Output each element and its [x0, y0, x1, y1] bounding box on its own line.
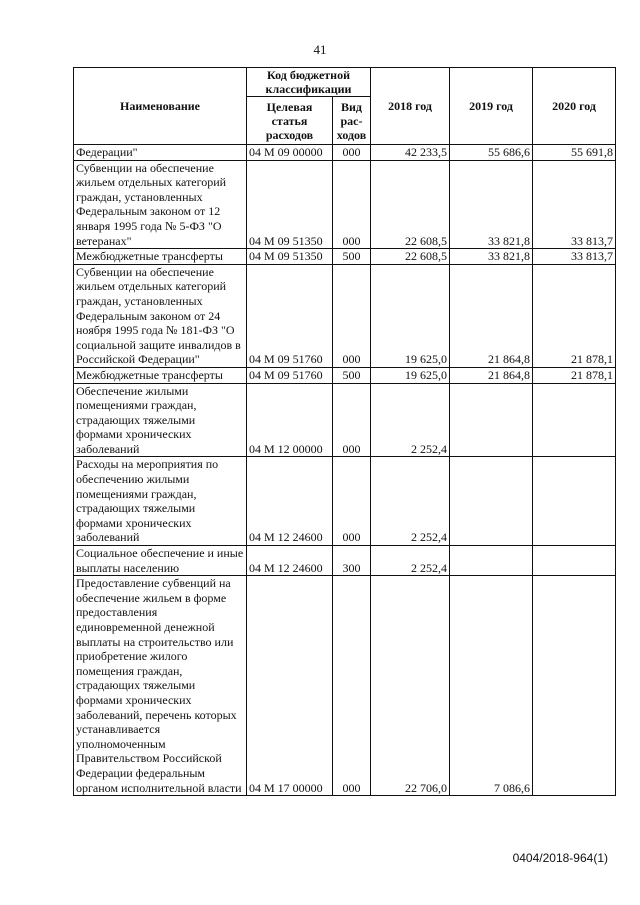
row-name: Федерации" [74, 145, 247, 161]
row-expense-type: 000 [333, 383, 371, 457]
table-row [74, 576, 616, 796]
row-2018: 2 252,4 [371, 457, 450, 546]
table-row [74, 457, 616, 546]
row-target-code: 04 М 09 00000 [247, 145, 333, 161]
row-target-code: 04 М 12 00000 [247, 383, 333, 457]
row-target-code: 04 М 12 24600 [247, 457, 333, 546]
header-target-article: Целевая статья расходов [247, 97, 333, 145]
row-2020 [533, 457, 616, 546]
row-name: Субвенции на обеспечение жильем отдельных категорий граждан, установленных Федеральным законом от 24 ноября 1995 года № 181-ФЗ "О социальной защите инвалидов в Российской Федерации" [74, 264, 247, 367]
row-2018: 42 233,5 [371, 145, 450, 161]
document-code: 0404/2018-964(1) [512, 851, 608, 865]
page-number: 41 [313, 42, 327, 57]
row-target-code: 04 М 12 24600 [247, 546, 333, 576]
row-name: Социальное обеспечение и иные выплаты населению [74, 546, 247, 576]
row-name: Межбюджетные трансферты [74, 367, 247, 383]
row-target-code: 04 М 09 51760 [247, 264, 333, 367]
row-2019 [450, 383, 533, 457]
row-2020 [533, 546, 616, 576]
row-2018: 2 252,4 [371, 383, 450, 457]
row-2018: 19 625,0 [371, 264, 450, 367]
row-target-code: 04 М 09 51350 [247, 160, 333, 249]
row-2019: 33 821,8 [450, 249, 533, 265]
row-expense-type: 500 [333, 249, 371, 265]
table-row [74, 367, 616, 383]
row-name: Субвенции на обеспечение жильем отдельных категорий граждан, установленных Федеральным законом от 12 января 1995 года № 5-ФЗ "О ветеранах" [74, 160, 247, 249]
row-expense-type: 000 [333, 457, 371, 546]
table-row [74, 546, 616, 576]
row-2020: 21 878,1 [533, 367, 616, 383]
row-2019: 21 864,8 [450, 367, 533, 383]
row-2019: 7 086,6 [450, 576, 533, 796]
table-row [74, 249, 616, 265]
row-2019 [450, 457, 533, 546]
row-2020 [533, 383, 616, 457]
row-2018: 22 706,0 [371, 576, 450, 796]
row-expense-type: 500 [333, 367, 371, 383]
row-name: Обеспечение жилыми помещениями граждан, страдающих тяжелыми формами хронических заболеваний [74, 383, 247, 457]
row-name: Расходы на мероприятия по обеспечению жилыми помещениями граждан, страдающих тяжелыми формами хронических заболеваний [74, 457, 247, 546]
row-2019: 33 821,8 [450, 160, 533, 249]
row-2020: 33 813,7 [533, 160, 616, 249]
row-2020 [533, 576, 616, 796]
row-name: Межбюджетные трансферты [74, 249, 247, 265]
budget-table [73, 67, 616, 796]
row-expense-type: 000 [333, 145, 371, 161]
row-2019: 21 864,8 [450, 264, 533, 367]
row-2020: 33 813,7 [533, 249, 616, 265]
header-expense-type: Вид рас-ходов [333, 97, 371, 145]
row-expense-type: 000 [333, 160, 371, 249]
row-target-code: 04 М 17 00000 [247, 576, 333, 796]
table-row [74, 160, 616, 249]
row-2020: 55 691,8 [533, 145, 616, 161]
row-2018: 2 252,4 [371, 546, 450, 576]
row-target-code: 04 М 09 51350 [247, 249, 333, 265]
row-name: Предоставление субвенций на обеспечение жильем в форме предоставления единовременной денежной выплаты на строительство или приобретение жилого помещения граждан, страдающих тяжелыми формами хронических заболеваний, перечень которых устанавливается уполномоченным Правительством Российской Федерации федеральным органом исполнительной власти [74, 576, 247, 796]
header-2018: 2018 год [371, 68, 450, 145]
row-2018: 19 625,0 [371, 367, 450, 383]
row-2019: 55 686,6 [450, 145, 533, 161]
header-2019: 2019 год [450, 68, 533, 145]
header-code-group: Код бюджетной классификации [247, 68, 371, 97]
table-row [74, 383, 616, 457]
row-expense-type: 000 [333, 576, 371, 796]
header-name: Наименование [74, 68, 247, 145]
header-2020: 2020 год [533, 68, 616, 145]
row-expense-type: 300 [333, 546, 371, 576]
row-2019 [450, 546, 533, 576]
row-2020: 21 878,1 [533, 264, 616, 367]
row-2018: 22 608,5 [371, 249, 450, 265]
row-2018: 22 608,5 [371, 160, 450, 249]
table-row [74, 145, 616, 161]
row-expense-type: 000 [333, 264, 371, 367]
row-target-code: 04 М 09 51760 [247, 367, 333, 383]
table-row [74, 264, 616, 367]
